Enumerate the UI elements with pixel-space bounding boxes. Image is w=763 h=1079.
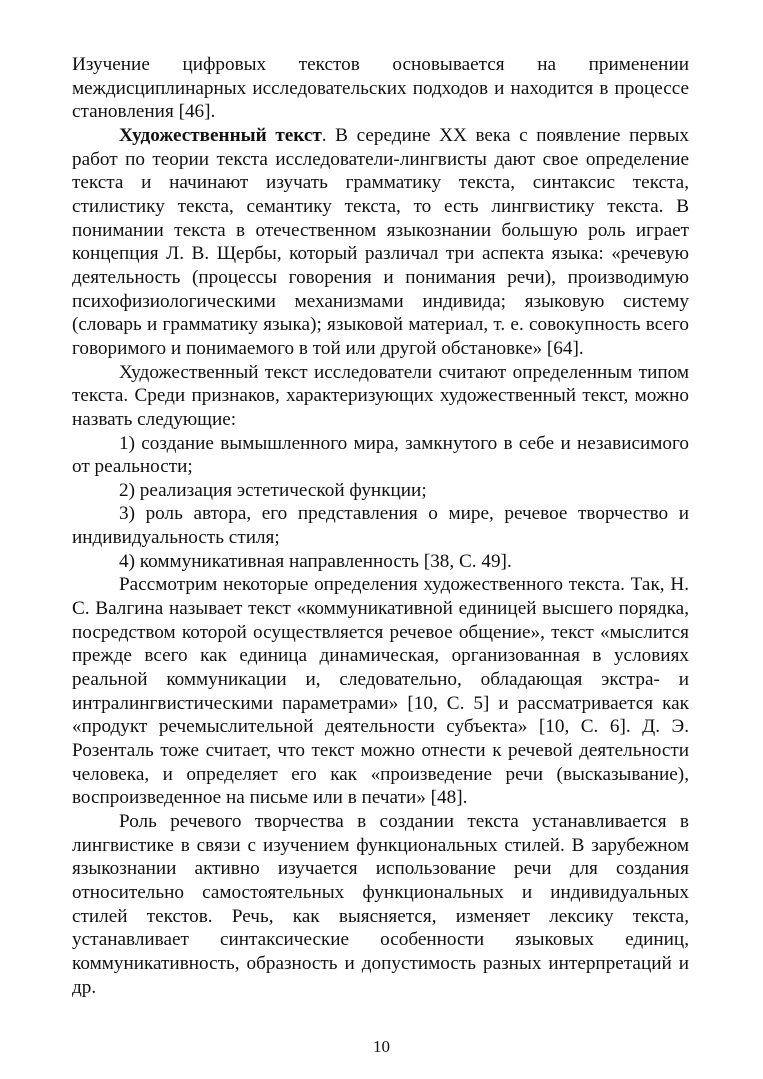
list-item-1: 1) создание вымышленного мира, замкнутого в себе и независимого от реальности; [72, 432, 689, 478]
section-heading-artistic-text: Художественный текст [119, 124, 322, 146]
list-item-4: 4) коммуникативная направленность [38, С. 49]. [119, 550, 512, 572]
page-body [72, 53, 689, 999]
page-number: 10 [373, 1037, 390, 1056]
paragraph-definitions: Рассмотрим некоторые определения художественного текста. Так, Н. С. Валгина называет текст «коммуникативной единицей высшего порядка, посредством которой осуществляется речевое общение», текст «мыслится прежде всего как единица динамическая, организованная в условиях реальной коммуникации и, следовательно, обладающая экстра- и интралингвистическими параметрами» [10, С. 5] и рассматривается как «продукт речемыслительной деятельности субъекта» [10, С. 6]. Д. Э. Розенталь тоже считает, что текст можно отнести к речевой деятельности человека, и определяет его как «произведение речи (высказывание), воспроизведенное на письме или в печати» [48]. [72, 574, 689, 809]
paragraph-features-intro: Художественный текст исследователи считают определенным типом текста. Среди признаков, характеризующих художественный текст, можно назвать следующие: [72, 361, 689, 430]
paragraph-intro: Изучение цифровых текстов основывается на применении междисциплинарных исследовательских подходов и находится в процессе становления [46]. [72, 54, 689, 123]
list-item-2: 2) реализация эстетической функции; [119, 479, 427, 501]
paragraph-artistic-text [72, 124, 689, 361]
paragraph-artistic-text-body: . В середине XX века с появление первых работ по теории текста исследователи-лингвисты дают свое определение текста и начинают изучать грамматику текста, синтаксис текста, стилистику текста, семантику текста, то есть лингвистику текста. В понимании текста в отечественном языкознании большую роль играет концепция Л. В. Щербы, который различал три аспекта языка: «речевую деятельность (процессы говорения и понимания речи), производимую психофизиологическими механизмами индивида; языковую систему (словарь и грамматику языка); языковой материал, т. е. совокупность всего говоримого и понимаемого в той или другой обстановке» [64]. [72, 124, 689, 359]
list-item-3: 3) роль автора, его представления о мире, речевое творчество и индивидуальность стиля; [72, 503, 689, 549]
paragraph-speech-creativity: Роль речевого творчества в создании текста устанавливается в лингвистике в связи с изучением функциональных стилей. В зарубежном языкознании активно изучается использование речи для создания относительно самостоятельных функциональных и индивидуальных стилей текстов. Речь, как выясняется, изменяет лексику текста, устанавливает синтаксические особенности языковых единиц, коммуникативность, образность и допустимость разных интерпретаций и др. [72, 811, 689, 998]
